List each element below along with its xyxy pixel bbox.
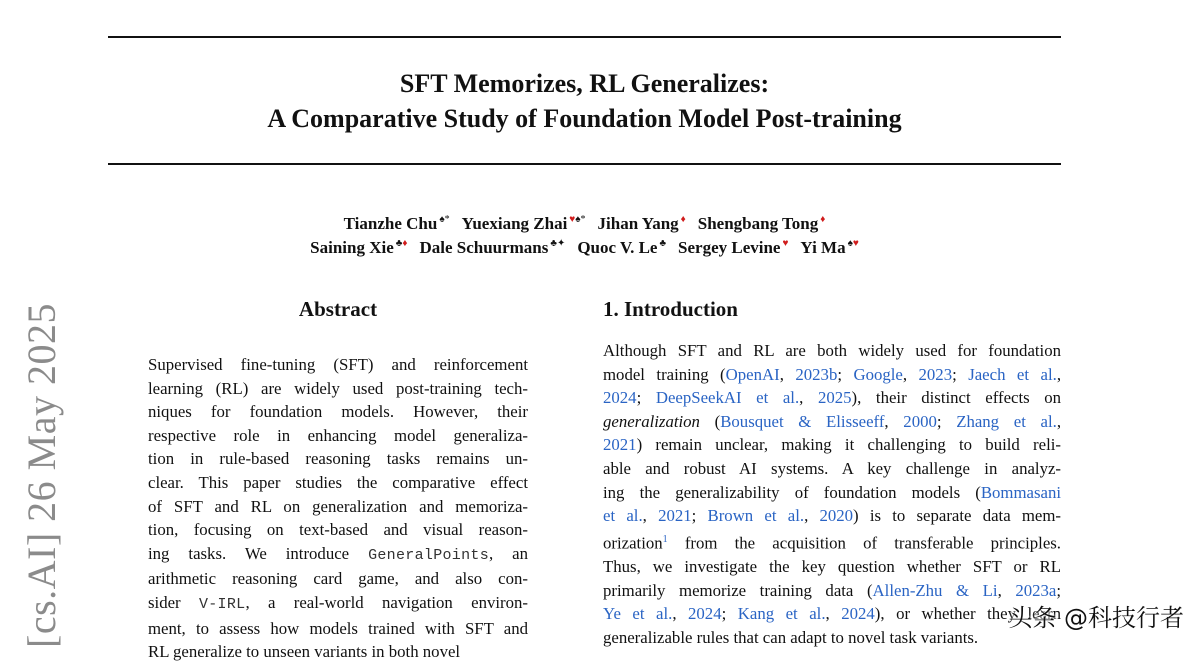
- citation-link[interactable]: 2020: [819, 506, 854, 526]
- intro-text: ,: [825, 604, 842, 624]
- intro-text: ,: [672, 604, 689, 624]
- affiliation-mark: *: [580, 214, 586, 225]
- intro-text: ,: [902, 364, 919, 384]
- intro-line: [603, 363, 1061, 387]
- intro-text: ,: [804, 506, 820, 526]
- intro-text: ;: [1056, 580, 1062, 600]
- author: [419, 238, 565, 257]
- affiliation-mark: *: [444, 214, 450, 225]
- author-name: Jihan Yang: [597, 213, 679, 233]
- abstract-text: sider: [148, 592, 199, 612]
- intro-text: ,: [1056, 364, 1062, 384]
- author: [698, 214, 826, 233]
- affiliation-marks: [782, 238, 788, 249]
- intro-text: Thus, we investigate the key question whether SFT or RL: [603, 556, 1061, 576]
- intro-text: ,: [779, 364, 796, 384]
- introduction-heading: 1. Introduction: [603, 297, 738, 321]
- citation-link[interactable]: 2023: [918, 364, 953, 384]
- abstract-line: clear. This paper studies the comparative effect: [148, 472, 528, 492]
- abstract-text: ing tasks. We introduce: [148, 543, 369, 563]
- intro-text: ), or whether they learn: [874, 604, 1062, 624]
- citation-link[interactable]: Jaech et al.: [968, 364, 1057, 384]
- intro-text: able and robust AI systems. A key challenge in analyz-: [603, 458, 1061, 478]
- paper-title-line-2: A Comparative Study of Foundation Model Post-training: [267, 104, 902, 133]
- abstract-line: [148, 591, 528, 617]
- top-rule: [108, 36, 1061, 38]
- author-name: Tianzhe Chu: [343, 213, 438, 233]
- abstract-line: respective role in enhancing model generaliza-: [148, 425, 528, 445]
- abstract-line: Supervised fine-tuning (SFT) and reinforcement: [148, 355, 528, 374]
- citation-link[interactable]: 2023a: [1015, 580, 1057, 600]
- abstract-line: arithmetic reasoning card game, and also con-: [148, 569, 528, 589]
- abstract-body: [148, 353, 528, 664]
- code-term: V-IRL: [198, 595, 246, 613]
- affiliation-mark: ♥: [852, 238, 859, 249]
- intro-text: ;: [837, 364, 854, 384]
- citation-link[interactable]: 2023b: [795, 364, 838, 384]
- author-name: Yuexiang Zhai: [461, 213, 568, 233]
- citation-link[interactable]: 2024: [841, 604, 875, 624]
- citation-link[interactable]: Brown et al.: [707, 506, 805, 526]
- abstract-line: tion in rule-based reasoning tasks remains un-: [148, 449, 528, 469]
- citation-link[interactable]: et al.: [603, 506, 643, 526]
- affiliation-marks: [820, 214, 825, 225]
- affiliation-marks: [569, 214, 585, 225]
- citation-link[interactable]: Kang et al.: [737, 604, 826, 624]
- intro-text: ,: [1056, 411, 1062, 431]
- intro-text: ;: [936, 411, 957, 431]
- citation-link[interactable]: 2021: [603, 435, 637, 455]
- intro-line: [603, 528, 1061, 555]
- citation-link[interactable]: 2021: [658, 506, 692, 526]
- intro-line: [603, 457, 1061, 481]
- author-name: Saining Xie: [310, 237, 394, 257]
- author-name: Shengbang Tong: [697, 213, 819, 233]
- intro-line: [603, 339, 1061, 363]
- author-list-row-2: [108, 232, 1061, 260]
- citation-link[interactable]: DeepSeekAI et al.: [655, 388, 800, 408]
- author-name: Quoc V. Le: [577, 237, 658, 257]
- citation-link[interactable]: OpenAI: [725, 364, 780, 384]
- citation-link[interactable]: Allen-Zhu & Li: [872, 580, 998, 600]
- intro-line: [603, 579, 1061, 603]
- intro-text: ,: [642, 506, 659, 526]
- affiliation-mark: ♥: [782, 238, 789, 249]
- intro-text: Although SFT and RL are both widely used for foundation: [603, 341, 1061, 360]
- intro-text: orization: [603, 533, 663, 553]
- abstract-text: , an: [489, 543, 528, 563]
- abstract-line: learning (RL) are widely used post-training tech-: [148, 378, 528, 398]
- footnote-link[interactable]: 1: [662, 533, 668, 545]
- paper-title-line-1: SFT Memorizes, RL Generalizes:: [399, 69, 770, 98]
- affiliation-marks: [396, 238, 408, 249]
- intro-text: from the acquisition of transferable principles.: [667, 533, 1061, 553]
- affiliation-mark: ✦: [556, 238, 566, 249]
- intro-line: [603, 433, 1061, 457]
- bottom-rule: [108, 163, 1061, 165]
- affiliation-marks: [439, 214, 449, 225]
- author: [310, 238, 407, 257]
- intro-line: [603, 602, 1061, 626]
- author-name: Yi Ma: [800, 237, 846, 257]
- citation-link[interactable]: Google: [853, 364, 903, 384]
- intro-text: ) is to separate data mem-: [853, 506, 1062, 526]
- arxiv-side-stamp: [cs.AI] 26 May 2025: [19, 303, 64, 648]
- intro-line: [603, 626, 1061, 650]
- author: [598, 214, 686, 233]
- affiliation-mark: ♦: [402, 238, 408, 249]
- intro-text: generalizable rules that can adapt to novel task variants.: [603, 627, 979, 647]
- author: [344, 214, 450, 233]
- abstract-text: , a real-world navigation environ-: [245, 592, 528, 612]
- intro-text: ,: [997, 580, 1016, 600]
- abstract-line: of SFT and RL on generalization and memoriza-: [148, 496, 528, 516]
- intro-text: model training (: [603, 364, 726, 384]
- affiliation-mark: ♥: [569, 214, 576, 225]
- abstract-line: ment, to assess how models trained with SFT and: [148, 618, 528, 638]
- abstract-line: tion, focusing on text-based and visual reason-: [148, 520, 528, 540]
- code-term: GeneralPoints: [368, 546, 489, 564]
- affiliation-marks: [681, 214, 686, 225]
- affiliation-marks: [848, 238, 859, 249]
- intro-text: ,: [799, 388, 818, 408]
- author-name: Dale Schuurmans: [419, 237, 549, 257]
- author: [577, 238, 666, 257]
- intro-line: [603, 386, 1061, 410]
- abstract-line: [148, 542, 528, 568]
- intro-line: [603, 555, 1061, 579]
- affiliation-mark: ♠: [439, 214, 445, 225]
- affiliation-mark: ♦: [820, 214, 826, 225]
- author-name: Sergey Levine: [678, 237, 781, 257]
- author: [678, 238, 788, 257]
- intro-text: ;: [636, 388, 656, 408]
- affiliation-marks: [550, 238, 565, 249]
- citation-link[interactable]: 2024: [603, 388, 637, 408]
- affiliation-mark: ♣: [550, 238, 557, 249]
- citation-link[interactable]: Bousquet & Elisseeff: [720, 411, 885, 431]
- affiliation-marks: [659, 238, 666, 249]
- intro-text: ,: [884, 411, 904, 431]
- abstract-line: RL generalize to unseen variants in both novel: [148, 642, 461, 662]
- citation-link[interactable]: 2000: [903, 411, 937, 431]
- affiliation-mark: ♠: [575, 214, 581, 225]
- citation-link[interactable]: Zhang et al.: [956, 411, 1057, 431]
- intro-text: ;: [952, 364, 969, 384]
- citation-link[interactable]: Ye et al.: [603, 604, 673, 624]
- intro-line: [603, 481, 1061, 505]
- intro-text: (: [699, 411, 721, 431]
- affiliation-mark: ♣: [395, 238, 403, 249]
- watermark: 头条 @科技行者: [1008, 604, 1184, 632]
- intro-text: ing the generalizability of foundation models (: [603, 482, 981, 502]
- intro-text: primarily memorize training data (: [603, 580, 873, 600]
- intro-line: [603, 410, 1061, 434]
- affiliation-mark: ♣: [659, 238, 667, 249]
- introduction-body: [603, 339, 1061, 649]
- affiliation-mark: ♠: [847, 238, 853, 249]
- emphasis-text: generalization: [603, 411, 700, 431]
- intro-line: [603, 504, 1061, 528]
- citation-link[interactable]: Bommasani: [980, 482, 1061, 502]
- intro-text: ;: [721, 604, 738, 624]
- author: [462, 214, 586, 233]
- citation-link[interactable]: 2025: [817, 388, 852, 408]
- abstract-heading: Abstract: [298, 297, 378, 321]
- intro-text: ), their distinct effects on: [851, 388, 1062, 408]
- intro-text: ;: [691, 506, 708, 526]
- citation-link[interactable]: 2024: [688, 604, 722, 624]
- affiliation-mark: ♦: [680, 214, 686, 225]
- abstract-line: niques for foundation models. However, their: [148, 402, 528, 422]
- author: [800, 238, 858, 257]
- intro-text: ) remain unclear, making it challenging to build reli-: [636, 435, 1061, 455]
